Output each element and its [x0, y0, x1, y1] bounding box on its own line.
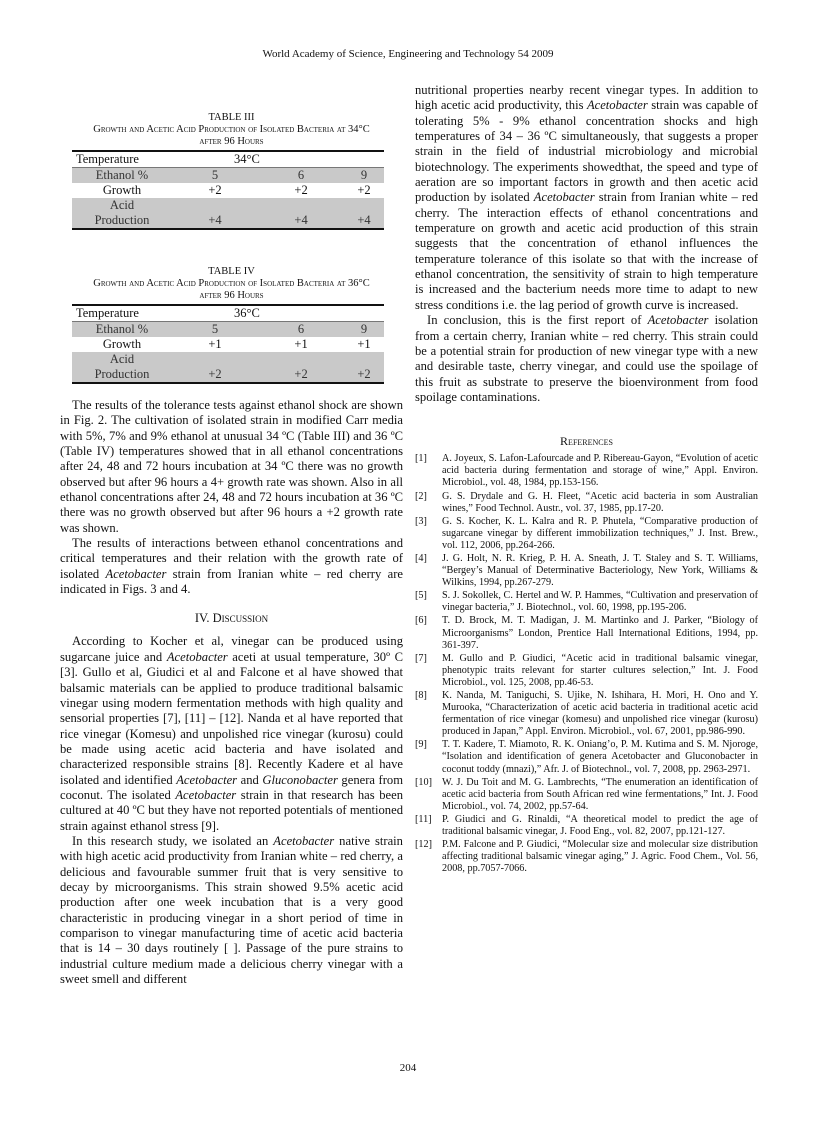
reference-item — [415, 814, 758, 838]
reference-text: P.M. Falcone and P. Giudici, “Molecular size and molecular size distribution affecting traditional balsamic vinegar aging,” J. Agric. Food Chem., Vol. 56, 2008, pp.7057-7066. — [442, 839, 758, 875]
table-cell: +4 — [172, 198, 258, 229]
reference-text: T. D. Brock, M. T. Madigan, J. M. Martinko and J. Parker, “Biology of Microorganisms” London, Prentice Hall International Editions, 1994, pp. 361-397. — [442, 615, 758, 651]
reference-item — [415, 690, 758, 738]
table-cell: +2 — [172, 352, 258, 383]
table-cell — [344, 151, 384, 168]
right-column — [415, 83, 758, 876]
italic-term: Acetobacter — [533, 190, 595, 205]
reference-item — [415, 653, 758, 689]
table-row — [72, 198, 384, 229]
reference-text: K. Nanda, M. Taniguchi, S. Ujike, N. Ishihara, H. Mori, H. Ono and Y. Murooka, “Characterization of acetic acid bacteria in traditional acetic acid fermentation of rice vinegar (komesu) and unpolished rice vinegar (kurosu) produced in Japan,” Appl. Environ. Microbiol., vol. 67, 2001, pp.986-990. — [442, 690, 758, 738]
table-row — [72, 183, 384, 198]
row-header: Temperature — [72, 151, 172, 168]
row-header-line: Production — [94, 367, 150, 381]
reference-number: [11] — [415, 813, 432, 825]
reference-text: W. J. Du Toit and M. G. Lambrechts, “The enumeration an identification of acetic acid bacteria from South African red wine fermentations,” Int. J. Food Microbiol., vol. 74, 2002, pp.57-64. — [442, 776, 758, 812]
row-header-line: Production — [94, 213, 150, 227]
text-segment: aceti at usual temperature, 30º C [3]. Gullo et al, Giudici et al and Falcone et al have showed that balsamic materials can be applied to produce traditional balsamic vinegar using modern fermentation methods with high quality and sensorial properties [7], [11] – [12]. Nanda et al have reported that rice vinegar (Komesu) and unpolished rice vinegar (kurosu) could be made using acetic acid bacteria and have isolated and characterized responsible strains [8]. Recently Kadere et al have isolated and identified — [60, 649, 403, 787]
table-cell: +1 — [294, 337, 308, 351]
table-cell: 34°C — [172, 151, 344, 168]
section-heading: IV. Discussion — [194, 611, 269, 626]
paragraph — [60, 398, 403, 536]
data-table — [72, 150, 384, 230]
table-block — [60, 112, 403, 230]
table-row — [72, 305, 384, 322]
row-header: Temperature — [72, 305, 172, 322]
paragraph — [60, 536, 403, 597]
text-segment: strain from Iranian white – red cherry are indicated in Figs. 3 and 4. — [60, 566, 403, 597]
table-cell: 6 — [258, 322, 344, 338]
italic-term: Acetobacter — [647, 313, 709, 328]
reference-number: [7] — [415, 652, 427, 664]
row-header-line: Acid — [109, 352, 135, 366]
table-cell: +1 — [357, 337, 371, 351]
text-segment: nutritional properties nearby recent vinegar types. In addition to high acetic acid productivity, this — [415, 83, 758, 113]
text-segment: strain was capable of tolerating 5% - 9% ethanol concentration shocks and high temperatures of 34 – 36 ºC simultaneously, that suggests a proper strain in the field of industrial microbiology and microbial biotechnology. The experiments showedthat, the speed and type of aeration are so important factors in growth and then acetic acid production by isolated — [415, 98, 758, 205]
text-segment: and — [237, 772, 263, 787]
italic-term: Acetobacter — [176, 772, 238, 787]
text-segment: strain in that research has been cultured at 40 ºC but they have not reported potentials of mentioned strain against ethanol stress [9]. — [60, 787, 403, 833]
table-row — [72, 352, 384, 383]
table-cell: 6 — [258, 168, 344, 184]
italic-term: Acetobacter — [175, 787, 237, 802]
table-label: TABLE III — [208, 112, 255, 123]
italic-term: Gluconobacter — [262, 772, 338, 787]
italic-term: Acetobacter — [273, 833, 335, 848]
paragraph — [415, 313, 758, 405]
table-caption: Growth and Acetic Acid Production of Isolated Bacteria at 36°C — [93, 278, 370, 289]
table-cell — [344, 305, 384, 322]
reference-text: S. J. Sokollek, C. Hertel and W. P. Hammes, “Cultivation and preservation of vinegar bacteria,” J. Biotechnol., vol. 60, 1998, pp.195-206. — [442, 590, 758, 614]
table-cell: +2 — [357, 183, 371, 197]
reference-text: G. S. Drydale and G. H. Fleet, “Acetic acid bacteria in som Australian wines,” Food Technol. Austr., vol. 37, 1985, pp.17-20. — [442, 490, 758, 514]
reference-item — [415, 739, 758, 775]
references-heading: References — [560, 434, 613, 449]
reference-item — [415, 453, 758, 489]
paragraph — [60, 634, 403, 833]
reference-item — [415, 839, 758, 875]
reference-text: G. S. Kocher, K. L. Kalra and R. P. Phutela, “Comparative production of sugarcane vinegar by different immobilization techniques,” J. Inst. Brew., vol. 112, 2006, pp.264-266. — [442, 515, 758, 551]
reference-number: [9] — [415, 739, 427, 751]
left-column — [60, 112, 403, 987]
table-cell: +2 — [294, 183, 308, 197]
reference-text: P. Giudici and G. Rinaldi, “A theoretical model to predict the age of traditional balsamic vinegar, J. Food Eng., vol. 82, 2007, pp.121-127. — [442, 813, 758, 838]
reference-number: [8] — [415, 690, 427, 701]
reference-number: [6] — [415, 615, 427, 627]
text-segment: native strain with high acetic acid productivity from Iranian white – red cherry, a delicious and favourable summer fruit that is very sensitive to decay by microorganisms. This strain showed 9.5% acetic acid production after one week incubation that is a very good characteristic in producing vinegar in a short period of time in comparison to vinegar manufacturing time of acetic acid bacteria that is 14 – 30 days routinely [ ]. Passage of the pure strains to industrial culture medium made a delicious cherry vinegar with a sweet smell and different — [60, 833, 403, 987]
text-segment: strain from Iranian white – red cherry. The interaction effects of ethanol concentrations and temperature on growth and acetic acid production of this strain suggests that the concentration of ethanol influences the temperature tolerance of this isolate so that with the increase of ethanol concentration, the sensitivity of strain to high temperature is increased and the bacterium needs more time to adapt to new stress conditions i.e. the lag period of growth curve is increased. — [415, 190, 758, 312]
text-segment: isolation from a certain cherry, Iranian white – red cherry. This strain could be a potential strain for production of new vinegar type with a new and desirable taste, cherry vinegar, and could use the spoilage of this fruit as substrate to preserve the bioenvironment from food spoilage contaminations. — [415, 313, 759, 404]
italic-term: Acetobacter — [105, 566, 167, 581]
reference-item — [415, 516, 758, 552]
reference-number: [3] — [415, 515, 427, 527]
reference-item — [415, 777, 758, 813]
reference-item — [415, 553, 758, 589]
reference-text: A. Joyeux, S. Lafon-Lafourcade and P. Ribereau-Gayon, “Evolution of acetic acid bacteria during fermentation and storage of wine,” Appl. Environ. Microbiol., vol. 48, 1984, pp.153-156. — [442, 453, 758, 489]
reference-number: [4] — [415, 552, 427, 564]
table-label: TABLE IV — [208, 266, 255, 277]
table-row — [72, 151, 384, 168]
table-row — [72, 168, 384, 184]
reference-number: [5] — [415, 590, 427, 602]
references — [415, 435, 758, 875]
reference-item — [415, 615, 758, 651]
table-cell: +2 — [208, 183, 222, 197]
italic-term: Acetobacter — [586, 98, 648, 113]
table-row — [72, 337, 384, 352]
table-caption: after 96 Hours — [199, 136, 264, 147]
data-table — [72, 304, 384, 384]
text-segment: The results of the tolerance tests against ethanol shock are shown in Fig. 2. The cultivation of isolated strain in modified Carr media with 5%, 7% and 9% ethanol at unusual 34 ºC (Table III) and 36 ºC (Table IV) temperatures showed that in all ethanol concentrations after 24, 48 and 72 hours incubation at 34 ºC there was no growth observed but after 96 hours a 4+ growth rate was shown. Also in all ethanol concentrations after 24, 48 and 72 hours incubation at 36 ºC there was no growth observed but after 96 hours a +2 growth rate was shown. — [60, 398, 403, 535]
reference-text: J. G. Holt, N. R. Krieg, P. H. A. Sneath, J. T. Staley and S. T. Williams, “Bergey’s Manual of Determinative Bacteriology, New York, Williams & Wilkins, 1994, pp.267-279. — [442, 552, 758, 589]
table-cell: 36°C — [172, 305, 344, 322]
table-cell: +1 — [208, 337, 222, 351]
table-cell: +2 — [344, 352, 384, 383]
table-cell: +4 — [258, 198, 344, 229]
reference-number: [2] — [415, 490, 427, 502]
table-cell: +2 — [258, 352, 344, 383]
italic-term: Acetobacter — [166, 649, 228, 664]
table-row — [72, 322, 384, 338]
row-header — [72, 352, 172, 383]
reference-text: T. T. Kadere, T. Miamoto, R. K. Oniang’o, P. M. Kutima and S. M. Njoroge, “Isolation and identification of genera Acetobacter and Gluconobacter in coconut toddy (mnazi),” Afr. J. of Biotechnol., vol. 7, 2008, pp. 2963-2971. — [442, 739, 758, 775]
row-header: Growth — [102, 183, 142, 197]
row-header — [72, 198, 172, 229]
text-segment: The results of interactions between ethanol concentrations and critical temperatures and their relation with the growth rate of isolated — [60, 536, 403, 581]
table-cell: 5 — [172, 322, 258, 338]
table-cell: 9 — [344, 322, 384, 338]
reference-item — [415, 491, 758, 515]
table-caption: after 96 Hours — [199, 290, 264, 301]
running-header: World Academy of Science, Engineering and Technology 54 2009 — [262, 48, 554, 60]
text-segment: genera from coconut. The isolated — [60, 772, 404, 802]
reference-number: [12] — [415, 839, 432, 851]
row-header-line: Acid — [109, 198, 135, 212]
row-header: Ethanol % — [72, 322, 172, 338]
table-cell: +4 — [344, 198, 384, 229]
table-cell: 5 — [172, 168, 258, 184]
reference-item — [415, 590, 758, 614]
row-header: Growth — [102, 337, 142, 351]
table-cell: 9 — [344, 168, 384, 184]
text-segment: In this research study, we isolated an — [72, 833, 274, 848]
reference-number: [10] — [415, 776, 432, 788]
row-header: Ethanol % — [72, 168, 172, 184]
page-number: 204 — [399, 1062, 417, 1074]
paragraph — [415, 83, 758, 313]
reference-number: [1] — [415, 453, 427, 465]
paragraph — [60, 834, 403, 987]
text-segment: According to Kocher et al, vinegar can be produced using sugarcane juice and — [60, 634, 403, 664]
text-segment: In conclusion, this is the first report of — [427, 313, 648, 328]
table-caption: Growth and Acetic Acid Production of Isolated Bacteria at 34°C — [93, 124, 370, 135]
table-block — [60, 266, 403, 384]
reference-text: M. Gullo and P. Giudici, “Acetic acid in traditional balsamic vinegar, phenotypic traits relevant for starter cultures selection,” Int. J. Food Microbiol., vol. 125, 2008, pp.46-53. — [442, 652, 758, 688]
